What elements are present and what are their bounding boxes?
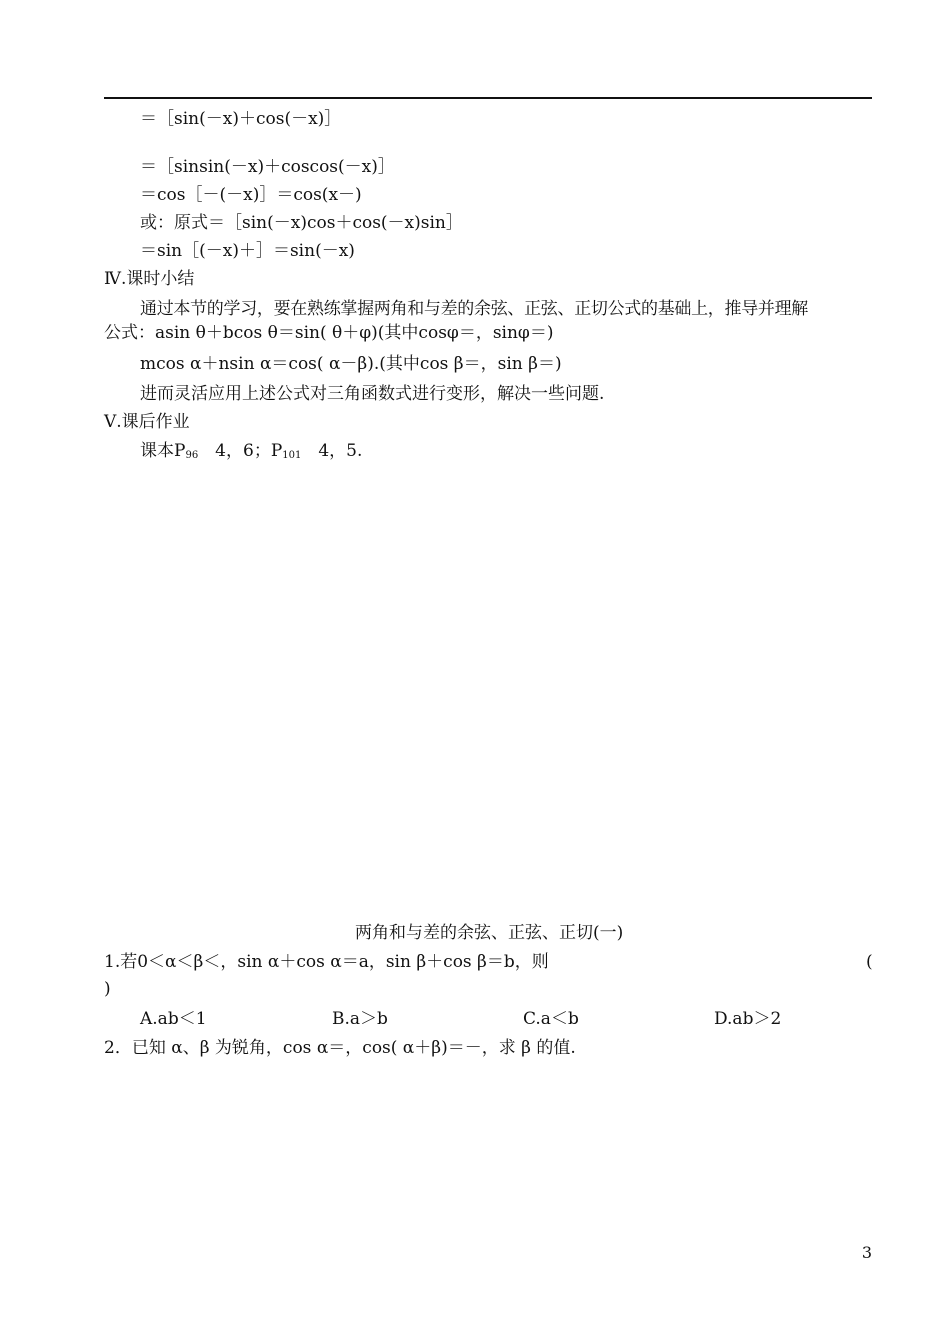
page-number: 3 bbox=[861, 1243, 872, 1262]
exercise-title: 两角和与差的余弦、正弦、正切(一) bbox=[355, 923, 624, 943]
option-a: A.ab＜1 bbox=[140, 1009, 207, 1029]
derivation-line-4: 或：原式＝［sin(－x)cos＋cos(－x)sin］ bbox=[140, 213, 463, 233]
derivation-line-3: ＝cos［－(－x)］＝cos(x－) bbox=[140, 185, 362, 205]
homework-page-1: 96 bbox=[185, 450, 199, 461]
summary-heading: Ⅳ.课时小结 bbox=[104, 269, 195, 289]
summary-paragraph-3: 进而灵活应用上述公式对三角函数式进行变形，解决一些问题. bbox=[140, 384, 605, 404]
option-d: D.ab＞2 bbox=[714, 1009, 782, 1029]
question-1: 1.若0＜α＜β＜，sin α＋cos α＝a，sin β＋cos β＝b，则 bbox=[104, 952, 549, 972]
summary-paragraph-1a: 通过本节的学习，要在熟练掌握两角和与差的余弦、正弦、正切公式的基础上，推导并理解 bbox=[140, 299, 808, 319]
option-b: B.a＞b bbox=[332, 1009, 388, 1029]
option-c: C.a＜b bbox=[523, 1009, 579, 1029]
derivation-line-1: ＝［sin(－x)＋cos(－x)］ bbox=[140, 109, 342, 129]
homework-page-2: 101 bbox=[282, 450, 302, 461]
homework-prefix: 课本P bbox=[140, 441, 186, 461]
summary-paragraph-2: mcos α＋nsin α＝cos( α－β).(其中cos β＝，sin β＝) bbox=[140, 354, 562, 374]
homework-mid: 4，6；P bbox=[198, 441, 283, 461]
question-1-paren-open: ( bbox=[866, 952, 873, 972]
homework-heading: Ⅴ.课后作业 bbox=[104, 412, 190, 432]
derivation-line-5: ＝sin［(－x)＋］＝sin(－x) bbox=[140, 241, 355, 261]
homework-suffix: 4，5. bbox=[301, 441, 363, 461]
question-2: 2．已知 α、β 为锐角，cos α＝，cos( α＋β)＝－，求 β 的值. bbox=[104, 1038, 576, 1058]
header-rule bbox=[104, 97, 872, 99]
derivation-line-2: ＝［sinsin(－x)＋coscos(－x)］ bbox=[140, 157, 395, 177]
homework-line bbox=[140, 440, 362, 467]
question-1-paren-close: ) bbox=[104, 979, 111, 999]
summary-paragraph-1b: 公式：asin θ＋bcos θ＝sin( θ＋φ)(其中cosφ＝，sinφ＝) bbox=[104, 323, 554, 343]
